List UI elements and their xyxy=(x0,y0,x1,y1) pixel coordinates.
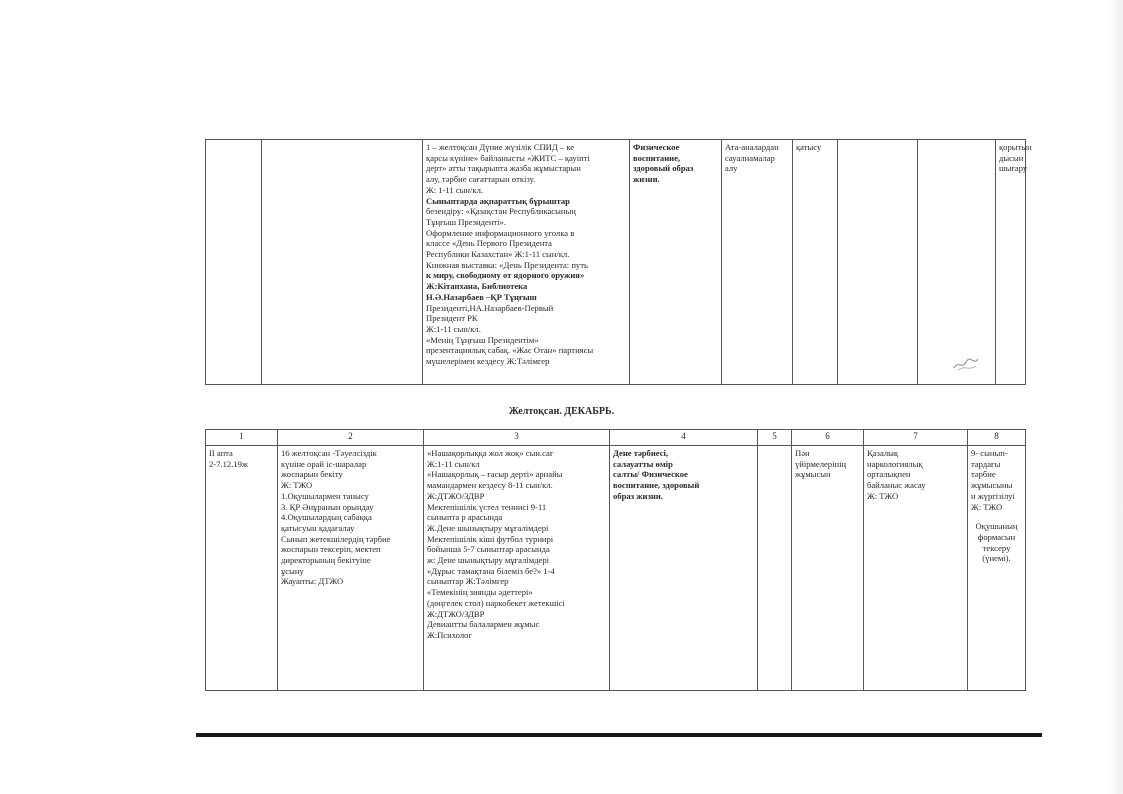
t2-col2-line: күніне орай іс-шаралар xyxy=(281,458,367,469)
header-4: 4 xyxy=(610,430,758,446)
t2-col6-line: жұмысын xyxy=(795,469,831,480)
t2-col1-line: II апта xyxy=(209,448,233,458)
t1-col3-line: Ж:1-11 сын/кл. xyxy=(426,323,481,334)
t2-col8-line: жұмысыны xyxy=(971,480,1013,491)
t2-col8-line: н жүргізілуі xyxy=(971,490,1015,501)
t2-col3-line: ж: Дене шынықтыру мұғалімдері xyxy=(427,555,550,566)
t2-col3-line: сыныпта р арасында xyxy=(427,512,503,523)
t2-col3-line: «Темекінің зиянды әдеттері» xyxy=(427,587,533,598)
t2-col2-line: Жауапты: ДТЖО xyxy=(281,576,344,587)
t2-col2-line: 1.Оқушылармен танысу xyxy=(281,490,369,501)
t1-cell-2 xyxy=(262,140,423,385)
t2-col7-line: байланыс жасау xyxy=(867,480,926,491)
page-bottom-rule xyxy=(196,733,1042,737)
scan-edge-shadow xyxy=(1108,0,1123,794)
plan-table-continued xyxy=(205,139,1032,385)
t2-col8-line: Оқушының xyxy=(975,521,1018,532)
t1-col3-line: презентациялық сабақ. «Жас Отан» партиясы xyxy=(426,345,594,356)
t2-cell-3 xyxy=(424,446,610,691)
t2-col6-line: Пән xyxy=(795,448,810,458)
t2-col4-line: салауатты өмір xyxy=(613,458,673,469)
t1-col3-line: 1 – желтоқсан Дүние жүзілік СПИД – ке xyxy=(426,142,575,152)
header-7: 7 xyxy=(864,430,968,446)
t1-col3-line: Ж:Кітапхана, Библиотека xyxy=(426,281,528,292)
t1-col3-line: Тұңғыш Президенті». xyxy=(426,216,506,227)
t2-cell-2 xyxy=(278,446,424,691)
t1-cell-5 xyxy=(722,140,793,385)
t2-col2-line: қатысуын қадағалау xyxy=(281,522,355,533)
t1-col3-line: Президенті,НА.Назарбаев-Первый xyxy=(426,302,554,313)
t2-col3-line: мамандармен кездесу 8-11 сын/кл. xyxy=(427,480,553,491)
t1-cell-9 xyxy=(996,140,1032,385)
t2-col8-line: формасын xyxy=(977,531,1016,542)
t2-col7-line: орталықпен xyxy=(867,469,911,480)
t2-col3-line: Ж.Дене шынықтыру мұғалімдері xyxy=(427,522,549,533)
t2-col3-line: Мектепішілік үстел теннисі 9-11 xyxy=(427,501,547,512)
header-5: 5 xyxy=(758,430,792,446)
t2-col3-line: Ж:ДТЖО/ЗДВР xyxy=(427,608,485,619)
header-6: 6 xyxy=(792,430,864,446)
section-title: Желтоқсан. ДЕКАБРЬ. xyxy=(508,406,615,417)
t1-cell-1 xyxy=(206,140,262,385)
t1-col3-line: классе «День Первого Президента xyxy=(426,238,552,249)
t2-col3-line: Ж:1-11 сын/кл xyxy=(427,458,480,469)
t1-col6-text: қатысу xyxy=(796,142,822,152)
t1-cell-4 xyxy=(630,140,722,385)
t1-cell-7 xyxy=(838,140,918,385)
t2-col3-line: Ж:Психолог xyxy=(427,629,472,640)
header-1: 1 xyxy=(206,430,278,446)
t2-col1-line: 2-7.12.19ж xyxy=(209,458,248,469)
t2-col4-line: салты/ Физическое xyxy=(613,469,688,480)
t2-col3-line: «Нашақорлыққа жол жоқ» сын.сағ xyxy=(427,448,554,458)
t2-col3-line: Ж:ДТЖО/ЗДВР xyxy=(427,490,485,501)
t1-col3-line: Президент РК xyxy=(426,313,478,324)
t1-col9-line: қорытын xyxy=(999,142,1032,152)
t2-col8-line: 9- сынып- xyxy=(971,448,1008,458)
header-3: 3 xyxy=(424,430,610,446)
t1-col3-line: Оформление информационного уголка в xyxy=(426,227,575,238)
t2-col2-line: 16 желтоқсан -Тәуелсіздік xyxy=(281,448,377,458)
t1-cell-8 xyxy=(918,140,996,385)
t2-col2-line: жоспарын бекіту xyxy=(281,469,343,480)
t2-col2-line: 4.Оқушылардың сабаққа xyxy=(281,512,372,523)
t2-col7-line: наркологиялық xyxy=(867,458,923,469)
t2-col3-line: Мектепішілік кіші футбол турнирі xyxy=(427,533,554,544)
t1-col3-line: дерт» атты тақырыпта жазба жұмыстарын xyxy=(426,163,581,174)
t2-cell-5 xyxy=(758,446,792,691)
t2-col7-line: Ж: ТЖО xyxy=(867,490,899,501)
t2-col8-line: (үнемі). xyxy=(982,553,1011,564)
t2-cell-week xyxy=(206,446,278,691)
table-header-row xyxy=(206,430,1026,446)
t1-col5-line: сауалнамалар xyxy=(725,152,775,163)
t1-col3-line: Сыныптарда ақпараттық бұрыштар xyxy=(426,195,570,206)
t1-col3-line: «Менің Тұңғыш Президентім» xyxy=(426,334,539,345)
t2-col3-line: бойынша 5-7 сыныптар арасында xyxy=(427,544,550,555)
t1-col5-line: Ата-аналардан xyxy=(725,142,779,152)
header-8: 8 xyxy=(968,430,1026,446)
t2-col8-bottom xyxy=(971,521,1022,564)
t1-col9-line: дысын xyxy=(999,152,1024,163)
table-row xyxy=(206,446,1026,691)
t2-col7-line: Қазалық xyxy=(867,448,899,458)
t2-col4-line: воспитание, здоровый xyxy=(613,480,700,491)
t2-cell-7 xyxy=(864,446,968,691)
t1-col3-line: Ж: 1-11 сын/кл. xyxy=(426,184,484,195)
t2-col8-line: тәрбие xyxy=(971,469,996,480)
header-2: 2 xyxy=(278,430,424,446)
t2-col8-top xyxy=(971,448,1022,512)
t2-col2-line: директорының бекітуіне xyxy=(281,555,371,566)
t1-col3-line: Республики Казахстан» Ж:1-11 сын/кл. xyxy=(426,249,570,260)
t1-cell-3 xyxy=(423,140,630,385)
t2-cell-8 xyxy=(968,446,1026,691)
t1-cell-6 xyxy=(793,140,838,385)
t2-col8-line: тардағы xyxy=(971,458,1001,469)
t1-col3-line: безендіру: «Қазақстан Республикасының xyxy=(426,206,576,217)
t2-col2-line: ұсыну xyxy=(281,565,304,576)
t2-col8-line: тексеру xyxy=(982,542,1011,553)
t2-col3-line: «Нашақорлық – ғасыр дерті» арнайы xyxy=(427,469,563,480)
t2-col3-line: «Дұрыс тамақтана білеміз бе?» 1-4 xyxy=(427,565,555,576)
t2-col3-line: сыныптар Ж:Тәлімгер xyxy=(427,576,509,587)
t2-col8-line: Ж: ТЖО xyxy=(971,501,1003,512)
t2-col2-line: 3. ҚР Әнұранын орындау xyxy=(281,501,374,512)
t1-col3-line: к миру, свободному от ядорного оружия» xyxy=(426,270,585,281)
t1-col9-line: шығару xyxy=(999,163,1028,174)
t1-col4-line: жизни. xyxy=(633,174,660,185)
t2-col2-line: жоспарын тексеріп, мектеп xyxy=(281,544,381,555)
t1-col4-line: Физическое xyxy=(633,142,680,152)
signature-mark xyxy=(952,356,980,372)
t2-col2-line: Ж: ТЖО xyxy=(281,480,313,491)
t2-cell-6 xyxy=(792,446,864,691)
t1-col5-line: алу xyxy=(725,163,738,174)
t1-col4-line: здоровый образ xyxy=(633,163,694,174)
t2-col4-line: образ жизни. xyxy=(613,490,663,501)
t2-col3-line: Девиантты балалармен жұмыс xyxy=(427,619,540,630)
t2-col6-line: үйірмелерінің xyxy=(795,458,847,469)
t1-col3-line: алу, тәрбие сағаттарын өткізу. xyxy=(426,174,536,185)
t2-cell-4 xyxy=(610,446,758,691)
plan-table-december xyxy=(205,429,1026,691)
t2-col2-line: Сынып жетекшілердің тәрбие xyxy=(281,533,391,544)
t1-col3-line: Книжная выставка: «День Президента: путь xyxy=(426,259,588,270)
t2-col3-line: (дөңгелек стол) наркобекет жетекшісі xyxy=(427,597,565,608)
t1-col3-line: қарсы күніне» байланысты «ЖИТС – қауіпті xyxy=(426,152,590,163)
t2-col4-line: Дене тәрбиесі, xyxy=(613,448,669,458)
t1-col4-line: воспитание, xyxy=(633,152,681,163)
t1-col3-line: Н.Ә.Назарбаев –ҚР Тұңғыш xyxy=(426,291,537,302)
t1-col3-line: мүшелерімен кездесу Ж:Тәлімгер xyxy=(426,356,550,367)
